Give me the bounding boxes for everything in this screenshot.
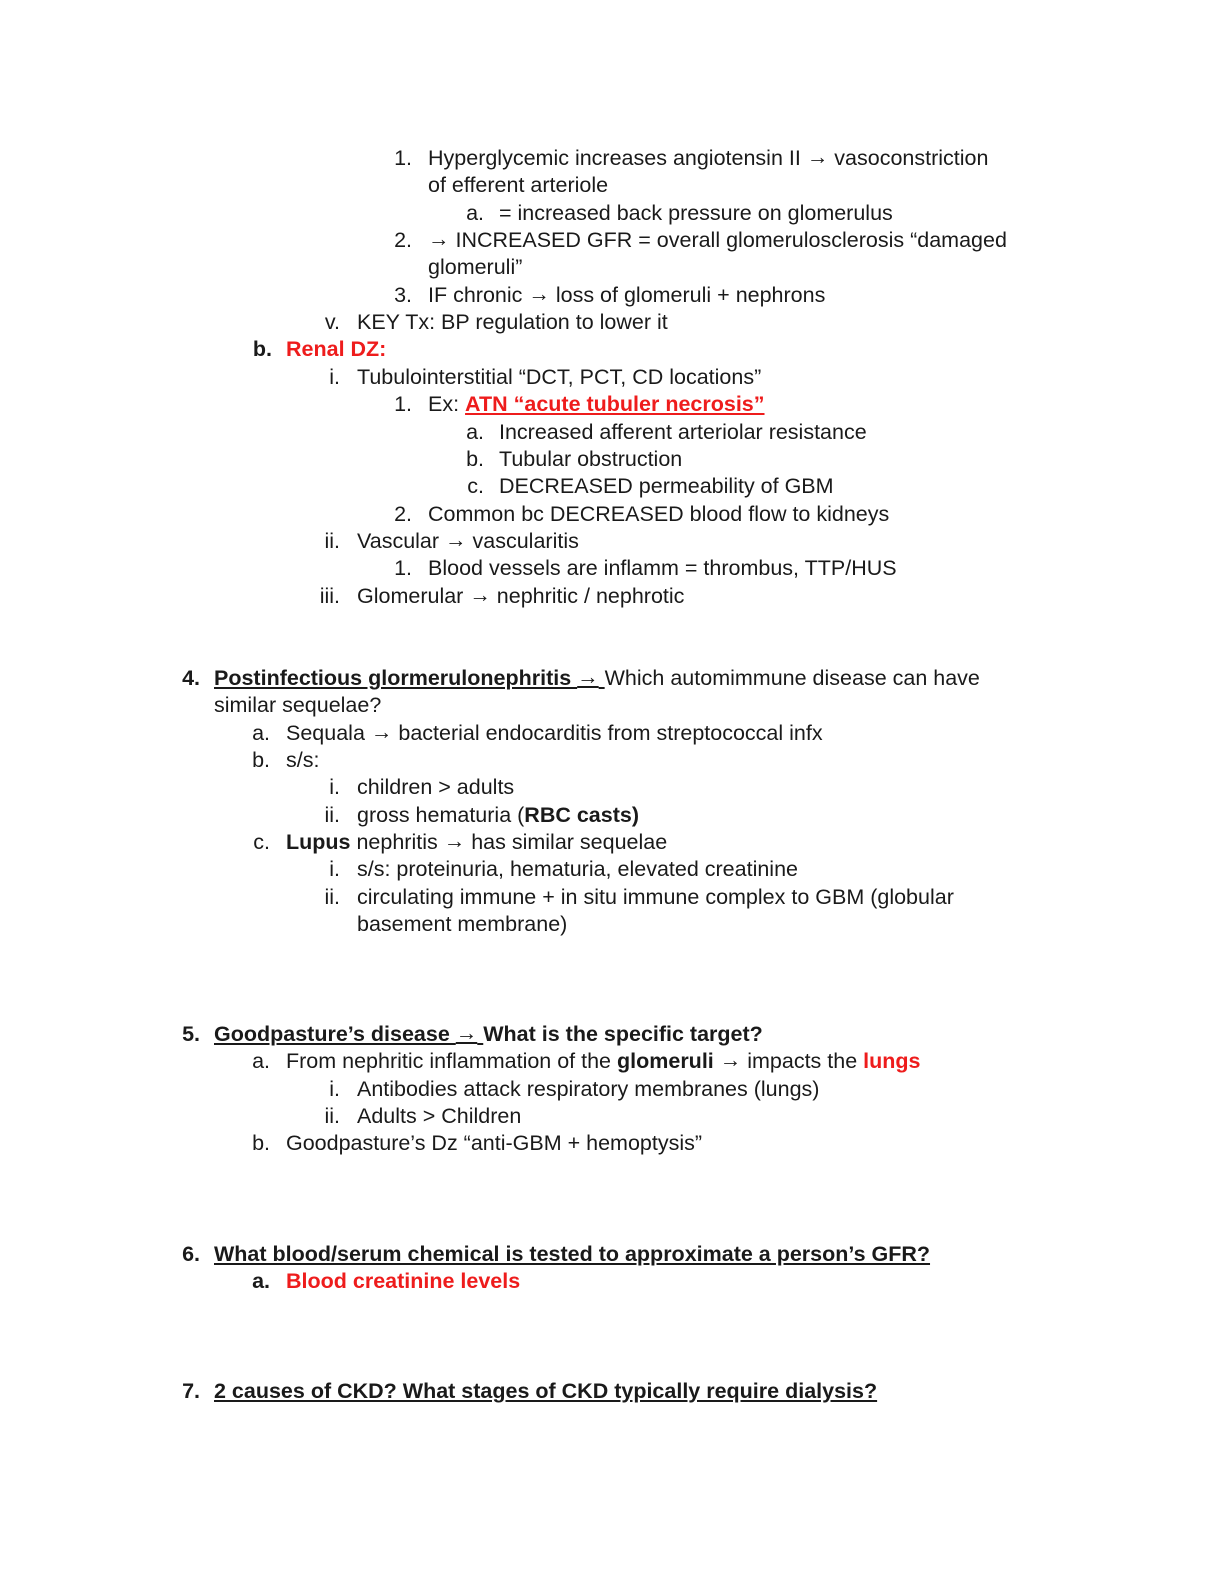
question-number: 5. [182,1022,200,1046]
list-item-text: From nephritic inflammation of the glomeruli → impacts the lungs [286,1048,921,1073]
list-marker: ii. [324,529,340,553]
list-marker: iii. [319,584,340,608]
question-heading: Postinfectious glormerulonephritis → Which automimmune disease can have [214,665,980,690]
question-heading: 2 causes of CKD? What stages of CKD typically require dialysis? [214,1379,878,1403]
question-heading: Goodpasture’s disease → What is the specific target? [214,1021,763,1046]
list-item-text: Increased afferent arteriolar resistance [499,420,867,444]
list-marker: b. [252,337,272,361]
list-item-text: s/s: [286,748,320,772]
right-arrow-icon: → [443,829,466,853]
question-number: 6. [182,1242,200,1266]
list-marker: 1. [394,392,412,416]
question-continuation: similar sequelae? [214,693,382,717]
list-marker: ii. [324,885,340,909]
list-marker: ii. [324,1104,340,1128]
list-item-text: Vascular → vascularitis [357,528,579,553]
list-item-text: Glomerular → nephritic / nephrotic [357,583,685,608]
list-marker: b. [466,447,484,471]
list-item-text: gross hematuria (RBC casts) [357,803,639,827]
list-marker: a. [252,1269,270,1293]
list-marker: b. [252,748,270,772]
list-marker: a. [252,1049,270,1073]
list-marker: c. [253,830,270,854]
list-marker: a. [466,201,484,225]
list-marker: 2. [394,502,412,526]
right-arrow-icon: → [719,1048,742,1072]
list-marker: 3. [394,283,412,307]
question-heading: What blood/serum chemical is tested to approximate a person’s GFR? [214,1242,931,1266]
list-item-text: Lupus nephritis → has similar sequelae [286,829,668,854]
list-marker: i. [329,857,340,881]
section-heading: Renal DZ: [286,337,387,361]
right-arrow-icon: → [445,528,467,552]
list-item-text: children > adults [357,775,515,799]
list-item-text: Blood vessels are inflamm = thrombus, TTP/HUS [428,556,897,580]
right-arrow-icon: → [469,583,491,607]
list-item-text: Tubulointerstitial “DCT, PCT, CD locations” [357,365,762,389]
list-item-continuation: glomeruli” [428,255,523,279]
list-item-text: → INCREASED GFR = overall glomerulosclerosis “damaged [428,227,1007,252]
list-item-continuation: of efferent arteriole [428,173,609,197]
list-marker: i. [329,1077,340,1101]
list-item-text: Ex: ATN “acute tubuler necrosis” [428,392,765,416]
right-arrow-icon: → [428,227,450,251]
list-marker: 1. [394,146,412,170]
list-item-text: DECREASED permeability of GBM [499,474,834,498]
right-arrow-icon: → [370,720,393,744]
list-marker: i. [329,775,340,799]
list-item-continuation: basement membrane) [357,912,568,936]
list-item-text: KEY Tx: BP regulation to lower it [357,310,668,334]
list-item-text: s/s: proteinuria, hematuria, elevated creatinine [357,857,798,881]
list-marker: i. [329,365,340,389]
list-marker: 2. [394,228,412,252]
list-marker: ii. [324,803,340,827]
list-item-text: IF chronic → loss of glomeruli + nephrons [428,282,826,307]
right-arrow-icon: → [806,145,829,169]
right-arrow-icon: → [455,1021,478,1045]
question-number: 7. [182,1379,200,1403]
list-marker: v. [324,310,340,334]
list-item-text: Tubular obstruction [499,447,683,471]
right-arrow-icon: → [577,665,599,689]
list-marker: c. [467,474,484,498]
list-marker: a. [252,721,270,745]
list-marker: 1. [394,556,412,580]
list-item-text: Goodpasture’s Dz “anti-GBM + hemoptysis” [286,1131,703,1155]
answer-text: Blood creatinine levels [286,1269,521,1293]
list-item-text: Sequala → bacterial endocarditis from streptococcal infx [286,720,823,745]
question-number: 4. [182,666,200,690]
list-item-text: Adults > Children [357,1104,522,1128]
right-arrow-icon: → [528,282,550,306]
list-item-text: Hyperglycemic increases angiotensin II → vasoconstriction [428,145,989,170]
list-item-text: = increased back pressure on glomerulus [499,201,893,225]
list-item-text: Common bc DECREASED blood flow to kidneys [428,502,890,526]
list-marker: b. [252,1131,270,1155]
atn-highlight: ATN “acute tubuler necrosis” [465,392,765,416]
list-item-text: Antibodies attack respiratory membranes (lungs) [357,1077,820,1101]
list-marker: a. [466,420,484,444]
list-item-text: circulating immune + in situ immune complex to GBM (globular [357,885,954,909]
